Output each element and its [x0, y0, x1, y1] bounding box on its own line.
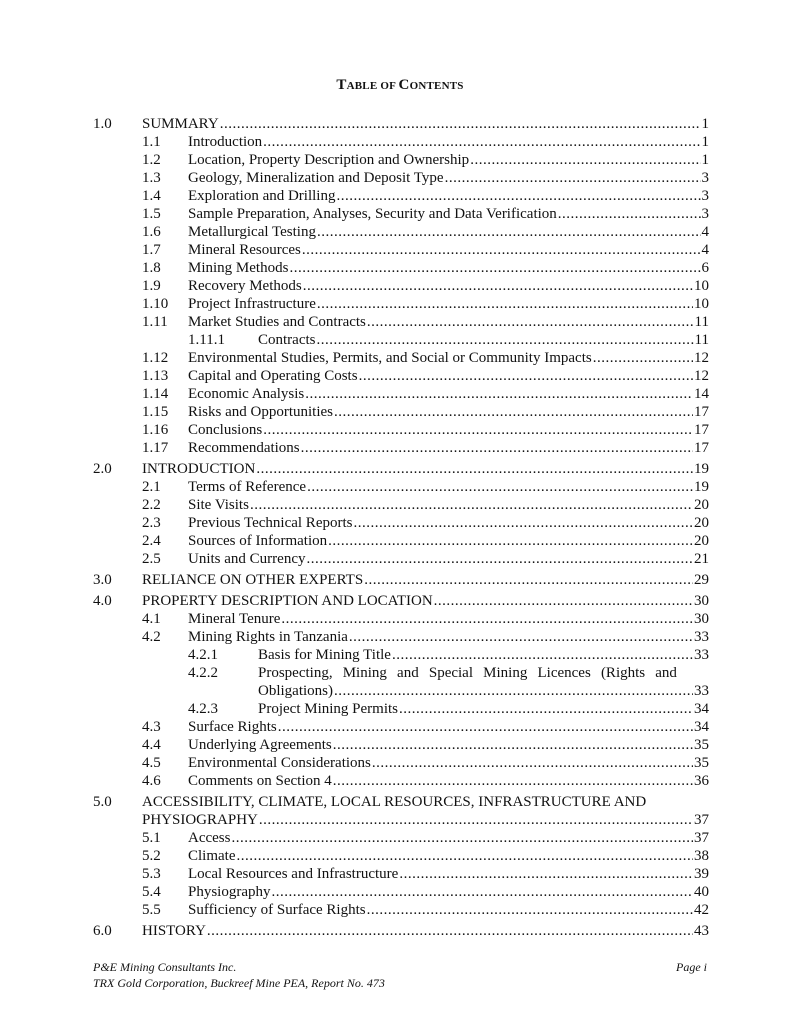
toc-entry-page: 11 — [694, 332, 709, 348]
toc-entry-page: 12 — [694, 368, 709, 384]
toc-entry-page: 42 — [694, 902, 709, 918]
toc-entry-page: 39 — [694, 866, 709, 882]
toc-entry-number: 1.5 — [142, 206, 161, 222]
toc-entry-title: Exploration and Drilling — [188, 188, 336, 204]
toc-entry-title: Surface Rights — [188, 719, 277, 735]
toc-entry-number: 1.2 — [142, 152, 161, 168]
toc-entry-title: Environmental Studies, Permits, and Social or Community Impacts — [188, 350, 592, 366]
toc-entry[interactable] — [93, 223, 709, 241]
toc-entry-page: 19 — [694, 461, 709, 477]
toc-entry-title: Mineral Tenure — [188, 611, 281, 627]
dot-leader — [434, 592, 693, 610]
toc-entry[interactable] — [93, 718, 709, 736]
toc-entry-page: 30 — [694, 593, 709, 609]
toc-entry[interactable] — [93, 793, 709, 829]
toc-entry[interactable] — [93, 610, 709, 628]
dot-leader — [333, 736, 693, 754]
dot-leader — [281, 610, 693, 628]
toc-entry-page: 3 — [701, 188, 709, 204]
toc-entry[interactable] — [93, 865, 709, 883]
toc-entry-title: Location, Property Description and Ownership — [188, 152, 470, 168]
toc-entry-number: 1.13 — [142, 368, 169, 384]
dot-leader — [231, 829, 693, 847]
toc-entry-title: PHYSIOGRAPHY — [142, 812, 258, 828]
dot-leader — [256, 460, 693, 478]
toc-entry-page: 14 — [694, 386, 709, 402]
dot-leader — [259, 811, 693, 829]
toc-entry-title: Introduction — [188, 134, 263, 150]
toc-entry-title: Recommendations — [188, 440, 300, 456]
toc-entry[interactable] — [93, 550, 709, 568]
dot-leader — [263, 421, 693, 439]
toc-entry-number: 2.0 — [93, 461, 112, 477]
toc-entry[interactable] — [93, 151, 709, 169]
dot-leader — [336, 187, 700, 205]
toc-entry-title: Capital and Operating Costs — [188, 368, 358, 384]
toc-entry-number: 1.11 — [142, 314, 168, 330]
dot-leader — [317, 331, 694, 349]
toc-entry-number: 2.5 — [142, 551, 161, 567]
dot-leader — [353, 514, 693, 532]
toc-entry-number: 2.4 — [142, 533, 161, 549]
footer-report: TRX Gold Corporation, Buckreef Mine PEA, Report No. 473 — [93, 976, 385, 990]
toc-entry[interactable] — [93, 700, 709, 718]
toc-entry-page: 40 — [694, 884, 709, 900]
toc-entry[interactable] — [93, 259, 709, 277]
toc-entry[interactable] — [93, 241, 709, 259]
toc-entry-page: 17 — [694, 440, 709, 456]
dot-leader — [307, 478, 693, 496]
dot-leader — [334, 403, 693, 421]
toc-entry-page: 29 — [694, 572, 709, 588]
dot-leader — [349, 628, 693, 646]
toc-entry[interactable] — [93, 295, 709, 313]
toc-entry-title: Recovery Methods — [188, 278, 302, 294]
toc-entry-number: 3.0 — [93, 572, 112, 588]
toc-entry-title: Underlying Agreements — [188, 737, 332, 753]
toc-entry[interactable] — [93, 205, 709, 223]
toc-entry-title-first-line: ACCESSIBILITY, CLIMATE, LOCAL RESOURCES, INFRASTRUCTURE AND — [142, 794, 647, 810]
toc-entry-page: 4 — [701, 242, 709, 258]
toc-entry-page: 33 — [694, 683, 709, 699]
footer-line-1 — [93, 960, 707, 975]
toc-entry-title-first-line: Prospecting, Mining and Special Mining Licences (Rights and — [258, 665, 677, 681]
toc-entry-title: Economic Analysis — [188, 386, 305, 402]
dot-leader — [220, 115, 701, 133]
page-title: TABLE OF CONTENTS — [336, 77, 464, 93]
footer-line-2 — [93, 976, 707, 991]
toc-entry[interactable] — [93, 628, 709, 646]
toc-entry[interactable] — [93, 439, 709, 457]
toc-entry-title: Risks and Opportunities — [188, 404, 333, 420]
toc-entry-page: 19 — [694, 479, 709, 495]
toc-entry[interactable] — [93, 169, 709, 187]
toc-entry-title: Units and Currency — [188, 551, 306, 567]
toc-entry-page: 1 — [701, 116, 709, 132]
toc-entry-page: 3 — [701, 170, 709, 186]
dot-leader — [364, 571, 693, 589]
toc-entry-title: Conclusions — [188, 422, 263, 438]
dot-leader — [334, 682, 693, 700]
toc-entry-number: 4.2.3 — [188, 701, 218, 717]
toc-entry-title: HISTORY — [142, 923, 206, 939]
toc-entry-title: INTRODUCTION — [142, 461, 256, 477]
toc-entry-page: 30 — [694, 611, 709, 627]
toc-entry-title: Market Studies and Contracts — [188, 314, 366, 330]
toc-entry-page: 33 — [694, 647, 709, 663]
toc-entry-page: 34 — [694, 701, 709, 717]
toc-entry-page: 10 — [694, 296, 709, 312]
toc-entry-number: 4.1 — [142, 611, 161, 627]
toc-entry-number: 1.15 — [142, 404, 169, 420]
toc-entry-page: 43 — [694, 923, 709, 939]
toc-entry-page: 3 — [701, 206, 709, 222]
dot-leader — [303, 277, 693, 295]
toc-entry[interactable] — [93, 664, 709, 700]
toc-entry-number: 1.14 — [142, 386, 169, 402]
toc-entry-number: 4.6 — [142, 773, 161, 789]
toc-entry-number: 1.7 — [142, 242, 161, 258]
toc-entry[interactable] — [93, 829, 709, 847]
toc-entry-number: 5.5 — [142, 902, 161, 918]
toc-entry-page: 1 — [701, 152, 709, 168]
toc-entry-number: 1.3 — [142, 170, 161, 186]
toc-entry[interactable] — [93, 496, 709, 514]
toc-entry-number: 1.1 — [142, 134, 161, 150]
toc-entry-title: Environmental Considerations — [188, 755, 371, 771]
toc-entry-page: 20 — [694, 497, 709, 513]
toc-entry-title: Climate — [188, 848, 236, 864]
toc-entry-page: 37 — [694, 830, 709, 846]
toc-entry-page: 10 — [694, 278, 709, 294]
toc-entry-page: 34 — [694, 719, 709, 735]
toc-entry-title: Basis for Mining Title — [258, 647, 391, 663]
toc-entry[interactable] — [93, 514, 709, 532]
dot-leader — [289, 259, 700, 277]
toc-entry[interactable] — [93, 922, 709, 940]
toc-entry-title: Terms of Reference — [188, 479, 307, 495]
toc-entry-title: Contracts — [258, 332, 316, 348]
toc-entry[interactable] — [93, 847, 709, 865]
toc-entry-title: Geology, Mineralization and Deposit Type — [188, 170, 444, 186]
toc-entry-title: PROPERTY DESCRIPTION AND LOCATION — [142, 593, 433, 609]
dot-leader — [399, 865, 693, 883]
dot-leader — [317, 223, 701, 241]
toc-entry-title: Sample Preparation, Analyses, Security and Data Verification — [188, 206, 557, 222]
toc-entry-number: 5.1 — [142, 830, 161, 846]
dot-leader — [250, 496, 693, 514]
toc-entry-number: 1.6 — [142, 224, 161, 240]
dot-leader — [237, 847, 694, 865]
toc-entry-title: Project Infrastructure — [188, 296, 316, 312]
toc-entry-page: 35 — [694, 755, 709, 771]
toc-entry-number: 2.1 — [142, 479, 161, 495]
toc-entry-page: 17 — [694, 404, 709, 420]
dot-leader — [333, 772, 693, 790]
toc-entry[interactable] — [93, 571, 709, 589]
toc-entry-number: 6.0 — [93, 923, 112, 939]
dot-leader — [263, 133, 700, 151]
toc-entry-number: 4.0 — [93, 593, 112, 609]
toc-entry[interactable] — [93, 187, 709, 205]
toc-entry[interactable] — [93, 115, 709, 133]
toc-entry-number: 1.10 — [142, 296, 169, 312]
toc-entry-title: Sources of Information — [188, 533, 328, 549]
dot-leader — [328, 532, 693, 550]
toc-entry-title: Project Mining Permits — [258, 701, 398, 717]
toc-entry-page: 11 — [694, 314, 709, 330]
toc-entry[interactable] — [93, 331, 709, 349]
dot-leader — [367, 901, 693, 919]
toc-entry-page: 6 — [701, 260, 709, 276]
toc-entry-page: 38 — [694, 848, 709, 864]
toc-entry[interactable] — [93, 277, 709, 295]
toc-entry-number: 2.2 — [142, 497, 161, 513]
dot-leader — [272, 883, 694, 901]
toc-entry-page: 20 — [694, 515, 709, 531]
toc-entry-page: 36 — [694, 773, 709, 789]
toc-entry-number: 1.4 — [142, 188, 161, 204]
dot-leader — [359, 367, 693, 385]
toc-entry-page: 37 — [694, 812, 709, 828]
toc-entry-title: Comments on Section 4 — [188, 773, 332, 789]
dot-leader — [317, 295, 693, 313]
dot-leader — [207, 922, 693, 940]
toc-entry[interactable] — [93, 883, 709, 901]
toc-entry-page: 35 — [694, 737, 709, 753]
dot-leader — [301, 439, 693, 457]
toc-entry-title: Access — [188, 830, 231, 846]
toc-entry-number: 4.2.1 — [188, 647, 218, 663]
toc-entry[interactable] — [93, 367, 709, 385]
toc-entry-title: Previous Technical Reports — [188, 515, 353, 531]
toc-entry[interactable] — [93, 421, 709, 439]
toc-entry[interactable] — [93, 385, 709, 403]
toc-entry[interactable] — [93, 736, 709, 754]
toc-entry-title: RELIANCE ON OTHER EXPERTS — [142, 572, 364, 588]
toc-entry-page: 4 — [701, 224, 709, 240]
toc-entry-number: 5.3 — [142, 866, 161, 882]
dot-leader — [445, 169, 701, 187]
toc-entry-title: Physiography — [188, 884, 271, 900]
toc-entry-title: Local Resources and Infrastructure — [188, 866, 399, 882]
dot-leader — [302, 241, 701, 259]
toc-entry-title: Mining Rights in Tanzania — [188, 629, 348, 645]
toc-entry-number: 4.4 — [142, 737, 161, 753]
toc-entry-number: 1.0 — [93, 116, 112, 132]
toc-entry-number: 4.5 — [142, 755, 161, 771]
toc-entry[interactable] — [93, 754, 709, 772]
toc-entry-title: Metallurgical Testing — [188, 224, 316, 240]
dot-leader — [278, 718, 693, 736]
dot-leader — [305, 385, 693, 403]
toc-entry-number: 1.11.1 — [188, 332, 225, 348]
toc-entry-number: 1.17 — [142, 440, 169, 456]
toc-entry[interactable] — [93, 646, 709, 664]
toc-entry[interactable] — [93, 349, 709, 367]
toc-entry[interactable] — [93, 772, 709, 790]
table-of-contents — [93, 115, 709, 940]
toc-entry[interactable] — [93, 403, 709, 421]
footer-page-label: Page i — [676, 960, 707, 974]
toc-entry[interactable] — [93, 532, 709, 550]
toc-entry-title: Obligations) — [258, 683, 333, 699]
dot-leader — [399, 700, 693, 718]
toc-entry-number: 4.3 — [142, 719, 161, 735]
toc-entry-page: 33 — [694, 629, 709, 645]
toc-entry-number: 1.12 — [142, 350, 169, 366]
dot-leader — [392, 646, 693, 664]
toc-entry-title: Mineral Resources — [188, 242, 301, 258]
toc-entry-title: SUMMARY — [142, 116, 219, 132]
toc-entry-page: 17 — [694, 422, 709, 438]
toc-entry[interactable] — [93, 460, 709, 478]
toc-entry-number: 1.9 — [142, 278, 161, 294]
toc-entry-page: 12 — [694, 350, 709, 366]
toc-entry-title: Sufficiency of Surface Rights — [188, 902, 366, 918]
footer-company: P&E Mining Consultants Inc. — [93, 960, 237, 974]
dot-leader — [593, 349, 693, 367]
toc-entry-number: 1.16 — [142, 422, 169, 438]
toc-entry-page: 1 — [701, 134, 709, 150]
dot-leader — [306, 550, 693, 568]
toc-entry-number: 4.2.2 — [188, 665, 218, 681]
dot-leader — [558, 205, 701, 223]
toc-entry-number: 2.3 — [142, 515, 161, 531]
toc-entry-number: 4.2 — [142, 629, 161, 645]
toc-entry[interactable] — [93, 478, 709, 496]
toc-entry[interactable] — [93, 592, 709, 610]
toc-entry[interactable] — [93, 133, 709, 151]
toc-entry-number: 5.2 — [142, 848, 161, 864]
dot-leader — [372, 754, 693, 772]
dot-leader — [470, 151, 700, 169]
toc-entry-number: 5.4 — [142, 884, 161, 900]
toc-entry[interactable] — [93, 901, 709, 919]
toc-entry-page: 20 — [694, 533, 709, 549]
toc-entry-number: 5.0 — [93, 794, 112, 810]
toc-entry[interactable] — [93, 313, 709, 331]
toc-entry-page: 21 — [694, 551, 709, 567]
toc-entry-number: 1.8 — [142, 260, 161, 276]
toc-entry-title: Site Visits — [188, 497, 249, 513]
toc-entry-title: Mining Methods — [188, 260, 289, 276]
dot-leader — [367, 313, 694, 331]
